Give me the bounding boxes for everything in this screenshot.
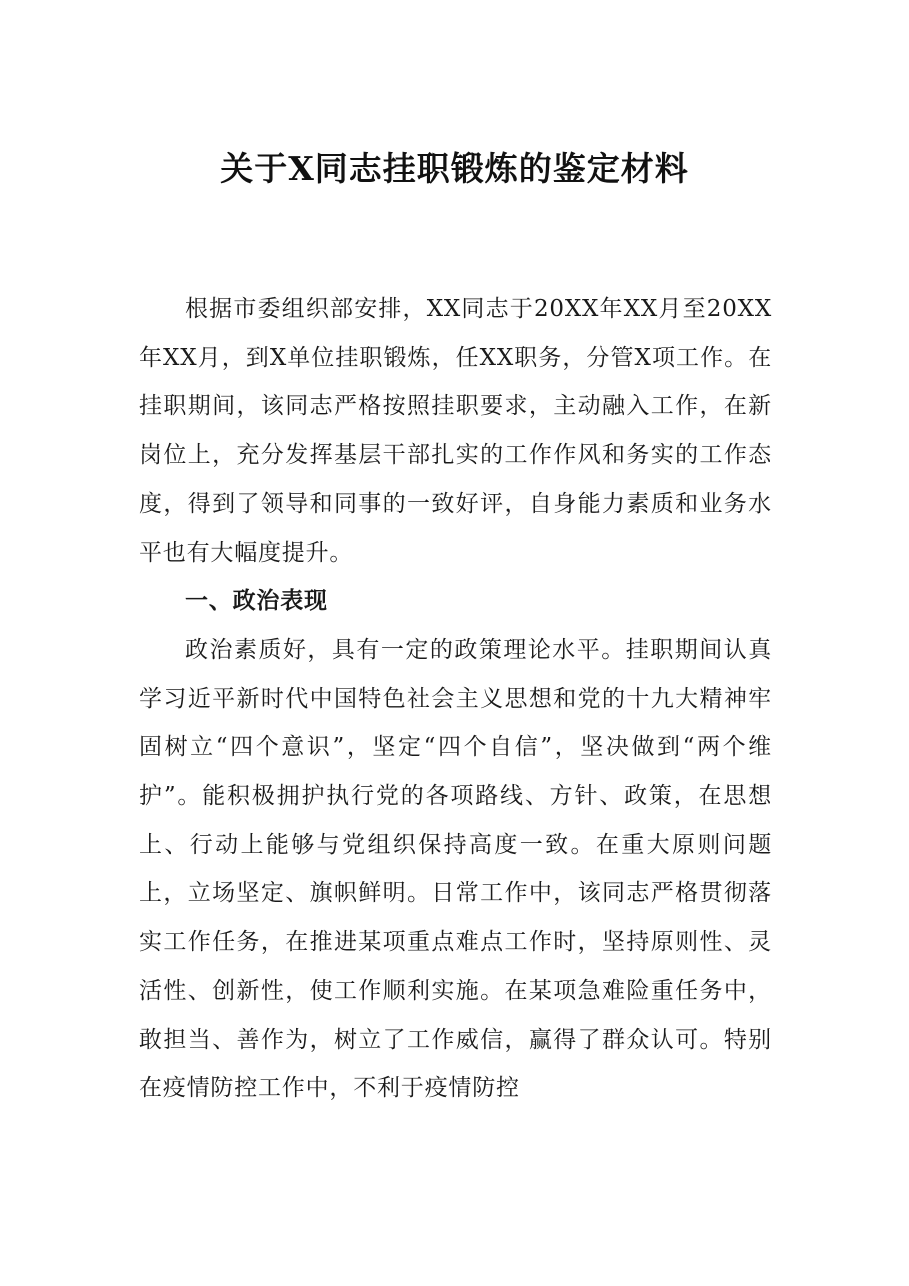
document-body — [139, 285, 772, 1113]
political-performance-paragraph: 政治素质好，具有一定的政策理论水平。挂职期间认真学习近平新时代中国特色社会主义思想和党的十九大精神牢固树立“四个意识”，坚定“四个自信”，坚决做到“两个维护”。能积极拥护执行党的各项路线、方针、政策，在思想上、行动上能够与党组织保持高度一致。在重大原则问题上，立场坚定、旗帜鲜明。日常工作中，该同志严格贯彻落实工作任务，在推进某项重点难点工作时，坚持原则性、灵活性、创新性，使工作顺利实施。在某项急难险重任务中，敢担当、善作为，树立了工作威信，赢得了群众认可。特别在疫情防控工作中，不利于疫情防控 — [139, 636, 772, 1102]
intro-paragraph: 根据市委组织部安排，XX同志于20XX年XX月至20XX年XX月，到X单位挂职锻炼，任XX职务，分管X项工作。在挂职期间，该同志严格按照挂职要求，主动融入工作，在新岗位上，充分发挥基层干部扎实的工作作风和务实的工作态度，得到了领导和同事的一致好评，自身能力素质和业务水平也有大幅度提升。 — [139, 296, 772, 566]
section-heading-political: 一、政治表现 — [185, 587, 328, 615]
document-title: 关于X同志挂职锻炼的鉴定材料 — [220, 149, 689, 188]
